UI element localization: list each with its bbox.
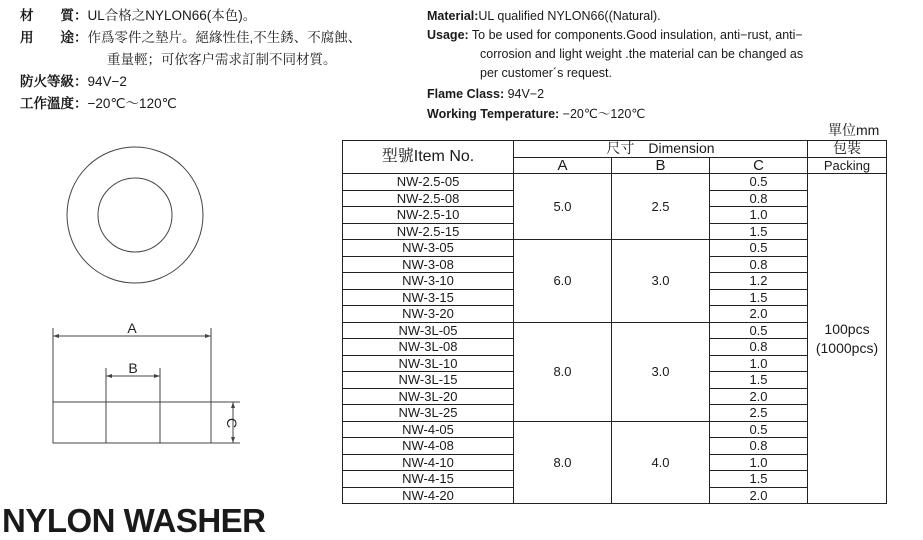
item-no-cell: NW-3-15 xyxy=(343,289,514,306)
dimension-b-label: B xyxy=(128,360,138,376)
table-row xyxy=(343,421,887,438)
spec-table-body xyxy=(343,174,887,504)
table-row xyxy=(343,322,887,339)
en-flame-row xyxy=(427,85,544,103)
item-no-cell: NW-3-05 xyxy=(343,240,514,257)
item-no-cell: NW-3L-15 xyxy=(343,372,514,389)
zh-usage-row-2 xyxy=(107,51,337,69)
dimension-c-cell: 0.5 xyxy=(710,174,808,191)
product-title: NYLON WASHER xyxy=(2,502,266,539)
dimension-c-cell: 0.5 xyxy=(710,240,808,257)
en-material-label: Material: xyxy=(427,9,479,23)
dimension-b-cell: 3.0 xyxy=(612,322,710,421)
dimension-c-cell: 1.0 xyxy=(710,355,808,372)
col-c-header: C xyxy=(710,157,808,174)
zh-flame-row xyxy=(20,73,127,91)
dimension-header: 尺寸 Dimension xyxy=(514,141,808,158)
en-usage-row xyxy=(427,26,803,44)
item-no-cell: NW-2.5-08 xyxy=(343,190,514,207)
en-flame-value: 94V−2 xyxy=(504,87,545,101)
dimension-c-cell: 2.0 xyxy=(710,487,808,504)
en-material-row xyxy=(427,7,661,25)
en-usage-value-3: per customer´s request. xyxy=(480,66,612,80)
en-temp-label: Working Temperature: xyxy=(427,107,560,121)
unit-label: 單位mm xyxy=(828,122,880,138)
item-no-cell: NW-3L-05 xyxy=(343,322,514,339)
table-row xyxy=(343,240,887,257)
dimension-c-label: C xyxy=(224,417,240,429)
dimension-c-cell: 2.5 xyxy=(710,405,808,422)
dimension-c-cell: 0.8 xyxy=(710,190,808,207)
dimension-b-cell: 3.0 xyxy=(612,240,710,323)
item-no-cell: NW-3L-20 xyxy=(343,388,514,405)
washer-outer-circle xyxy=(67,147,203,283)
item-no-cell: NW-3L-25 xyxy=(343,405,514,422)
packing-value: 100pcs xyxy=(824,320,870,337)
dimension-c-cell: 1.5 xyxy=(710,471,808,488)
en-usage-value-2: corrosion and light weight .the material can be changed as xyxy=(480,47,804,61)
en-usage-row-2 xyxy=(480,45,803,63)
item-no-cell: NW-4-20 xyxy=(343,487,514,504)
zh-material-value: UL合格之NYLON66(本色)。 xyxy=(87,8,257,23)
dimension-b-cell: 2.5 xyxy=(612,174,710,240)
washer-inner-circle xyxy=(98,178,172,252)
item-no-cell: NW-4-08 xyxy=(343,438,514,455)
item-no-cell: NW-3L-10 xyxy=(343,355,514,372)
zh-temp-row xyxy=(20,95,177,113)
dimension-c-cell: 1.5 xyxy=(710,372,808,389)
dimension-c-cell: 1.5 xyxy=(710,223,808,240)
zh-temp-value: −20℃～120℃ xyxy=(87,96,177,111)
item-no-cell: NW-3L-08 xyxy=(343,339,514,356)
washer-top-view-diagram xyxy=(65,145,205,285)
en-usage-value: To be used for components.Good insulation, anti−rust, anti− xyxy=(468,28,803,42)
en-temp-row xyxy=(427,105,645,123)
en-flame-label: Flame Class: xyxy=(427,87,505,101)
zh-material-row xyxy=(20,7,256,25)
en-usage-row-3 xyxy=(480,64,612,82)
dimension-c-cell: 2.0 xyxy=(710,306,808,323)
dimension-a-label: A xyxy=(127,320,137,336)
zh-colon: ： xyxy=(74,74,88,89)
zh-material-label: 材 質 xyxy=(20,8,74,23)
dimension-c-cell: 0.5 xyxy=(710,421,808,438)
zh-colon: ： xyxy=(74,30,88,45)
zh-temp-label: 工作溫度 xyxy=(20,96,74,111)
item-no-header: 型號Item No. xyxy=(343,141,514,174)
zh-flame-label: 防火等級 xyxy=(20,74,74,89)
dimension-c-cell: 0.8 xyxy=(710,438,808,455)
item-no-cell: NW-4-15 xyxy=(343,471,514,488)
item-no-cell: NW-4-10 xyxy=(343,454,514,471)
dimension-c-cell: 0.5 xyxy=(710,322,808,339)
col-a-header: A xyxy=(514,157,612,174)
item-no-cell: NW-2.5-05 xyxy=(343,174,514,191)
en-temp-value: −20℃～120℃ xyxy=(559,107,646,121)
en-usage-label: Usage: xyxy=(427,28,469,42)
dimension-a-cell: 6.0 xyxy=(514,240,612,323)
item-no-cell: NW-2.5-10 xyxy=(343,207,514,224)
item-no-cell: NW-4-05 xyxy=(343,421,514,438)
packing-header-en: Packing xyxy=(808,157,887,174)
dimension-a-cell: 8.0 xyxy=(514,322,612,421)
zh-usage-value: 作爲零件之墊片。絕緣性佳,不生銹、不腐蝕、 xyxy=(87,30,362,45)
washer-side-view-diagram xyxy=(40,318,250,453)
packing-cell xyxy=(808,174,887,504)
dimension-b-cell: 4.0 xyxy=(612,421,710,504)
dimension-c-cell: 0.8 xyxy=(710,339,808,356)
zh-usage-row xyxy=(20,29,361,47)
item-no-cell: NW-2.5-15 xyxy=(343,223,514,240)
zh-colon: ： xyxy=(74,96,88,111)
table-row xyxy=(343,174,887,191)
spec-table xyxy=(342,140,887,504)
dimension-c-cell: 1.2 xyxy=(710,273,808,290)
zh-usage-label: 用 途 xyxy=(20,30,74,45)
dimension-c-cell: 1.5 xyxy=(710,289,808,306)
dimension-c-cell: 1.0 xyxy=(710,207,808,224)
en-material-value: UL qualified NYLON66((Natural). xyxy=(478,9,661,23)
zh-colon: ： xyxy=(74,8,88,23)
dimension-c-cell: 1.0 xyxy=(710,454,808,471)
item-no-cell: NW-3-08 xyxy=(343,256,514,273)
packing-value-bulk: (1000pcs) xyxy=(815,339,879,356)
item-no-cell: NW-3-20 xyxy=(343,306,514,323)
zh-usage-value-2: 重量輕；可依客户需求訂制不同材質。 xyxy=(107,52,337,67)
dimension-a-cell: 5.0 xyxy=(514,174,612,240)
dimension-c-cell: 0.8 xyxy=(710,256,808,273)
col-b-header: B xyxy=(612,157,710,174)
item-no-cell: NW-3-10 xyxy=(343,273,514,290)
dimension-a-cell: 8.0 xyxy=(514,421,612,504)
packing-header-zh: 包裝 xyxy=(808,141,887,158)
dimension-c-cell: 2.0 xyxy=(710,388,808,405)
zh-flame-value: 94V−2 xyxy=(87,74,127,89)
